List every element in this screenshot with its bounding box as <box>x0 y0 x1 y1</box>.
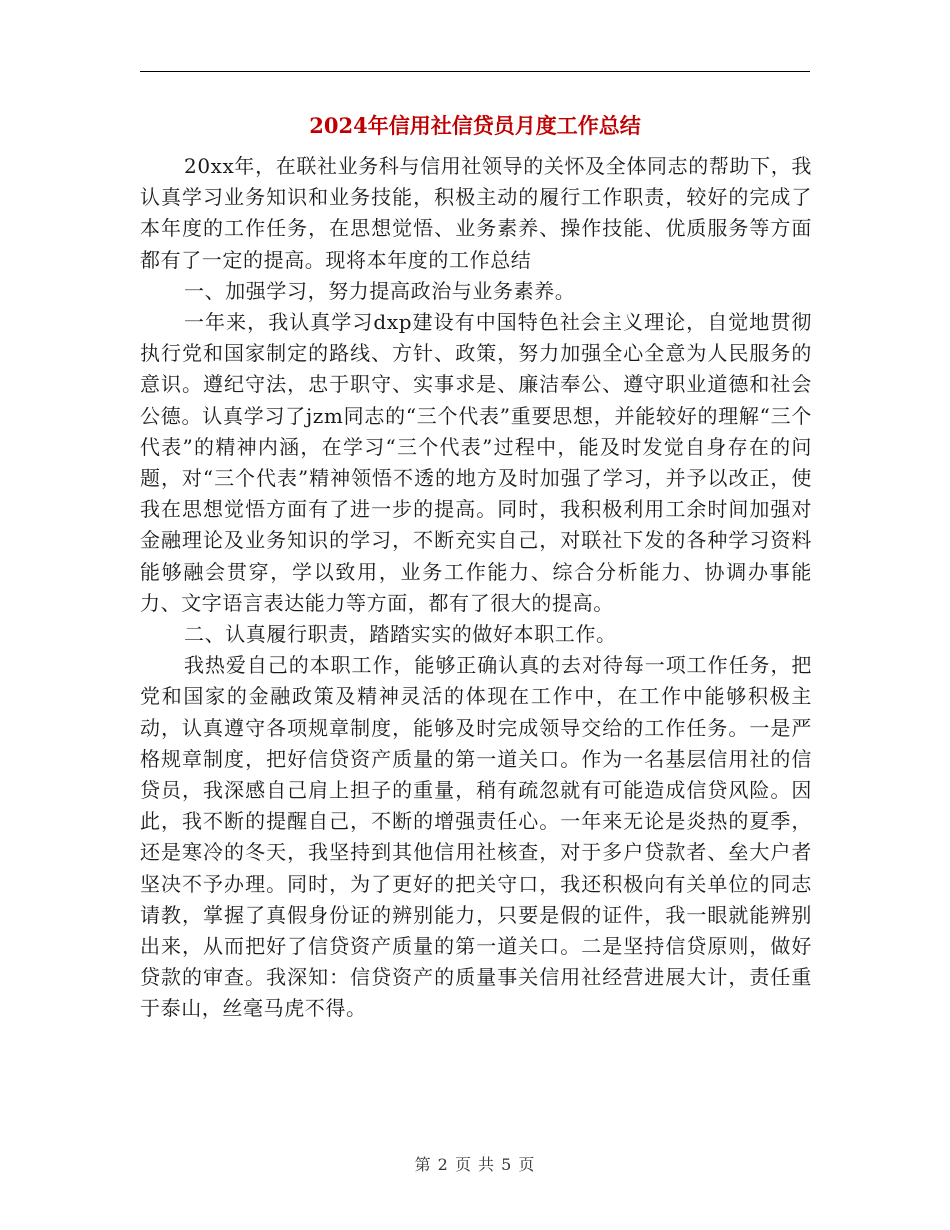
document-body <box>140 151 812 1025</box>
header-rule <box>140 71 810 72</box>
page-footer <box>0 1152 950 1175</box>
page-number: 第 2 页 共 5 页 <box>414 1155 536 1174</box>
paragraph-duties: 我热爱自己的本职工作，能够正确认真的去对待每一项工作任务，把党和国家的金融政策及精神灵活的体现在工作中，在工作中能够积极主动，认真遵守各项规章制度，能够及时完成领导交给的工作任务。一是严格规章制度，把好信贷资产质量的第一道关口。作为一名基层信用社的信贷员，我深感自己肩上担子的重量，稍有疏忽就有可能造成信贷风险。因此，我不断的提醒自己，不断的增强责任心。一年来无论是炎热的夏季，还是寒冷的冬天，我坚持到其他信用社核查，对于多户贷款者、垒大户者坚决不予办理。同时，为了更好的把关守口，我还积极向有关单位的同志请教，掌握了真假身份证的辨别能力，只要是假的证件，我一眼就能辨别出来，从而把好了信贷资产质量的第一道关口。二是坚持信贷原则，做好贷款的审查。我深知：信贷资产的质量事关信用社经营进展大计，责任重于泰山，丝毫马虎不得。 <box>140 653 812 1021</box>
paragraph-study: 一年来，我认真学习dxp建设有中国特色社会主义理论，自觉地贯彻执行党和国家制定的路线、方针、政策，努力加强全心全意为人民服务的意识。遵纪守法，忠于职守、实事求是、廉洁奉公、遵守职业道德和社会公德。认真学习了jzm同志的“三个代表”重要思想，并能较好的理解“三个代表”的精神内涵，在学习“三个代表”过程中，能及时发觉自身存在的问题，对“三个代表”精神领悟不透的地方及时加强了学习，并予以改正，使我在思想觉悟方面有了进一步的提高。同时，我积极利用工余时间加强对金融理论及业务知识的学习，不断充实自己，对联社下发的各种学习资料能够融会贯穿，学以致用，业务工作能力、综合分析能力、协调办事能力、文字语言表达能力等方面，都有了很大的提高。 <box>140 310 812 615</box>
document-title: 2024年信用社信贷员月度工作总结 <box>309 113 641 138</box>
section-heading-1: 一、加强学习，努力提高政治与业务素养。 <box>184 278 576 303</box>
paragraph-intro: 20xx年，在联社业务科与信用社领导的关怀及全体同志的帮助下，我认真学习业务知识和业务技能，积极主动的履行工作职责，较好的完成了本年度的工作任务，在思想觉悟、业务素养、操作技能、优质服务等方面都有了一定的提高。现将本年度的工作总结 <box>140 154 812 272</box>
section-heading-2: 二、认真履行职责，踏踏实实的做好本职工作。 <box>184 622 617 647</box>
